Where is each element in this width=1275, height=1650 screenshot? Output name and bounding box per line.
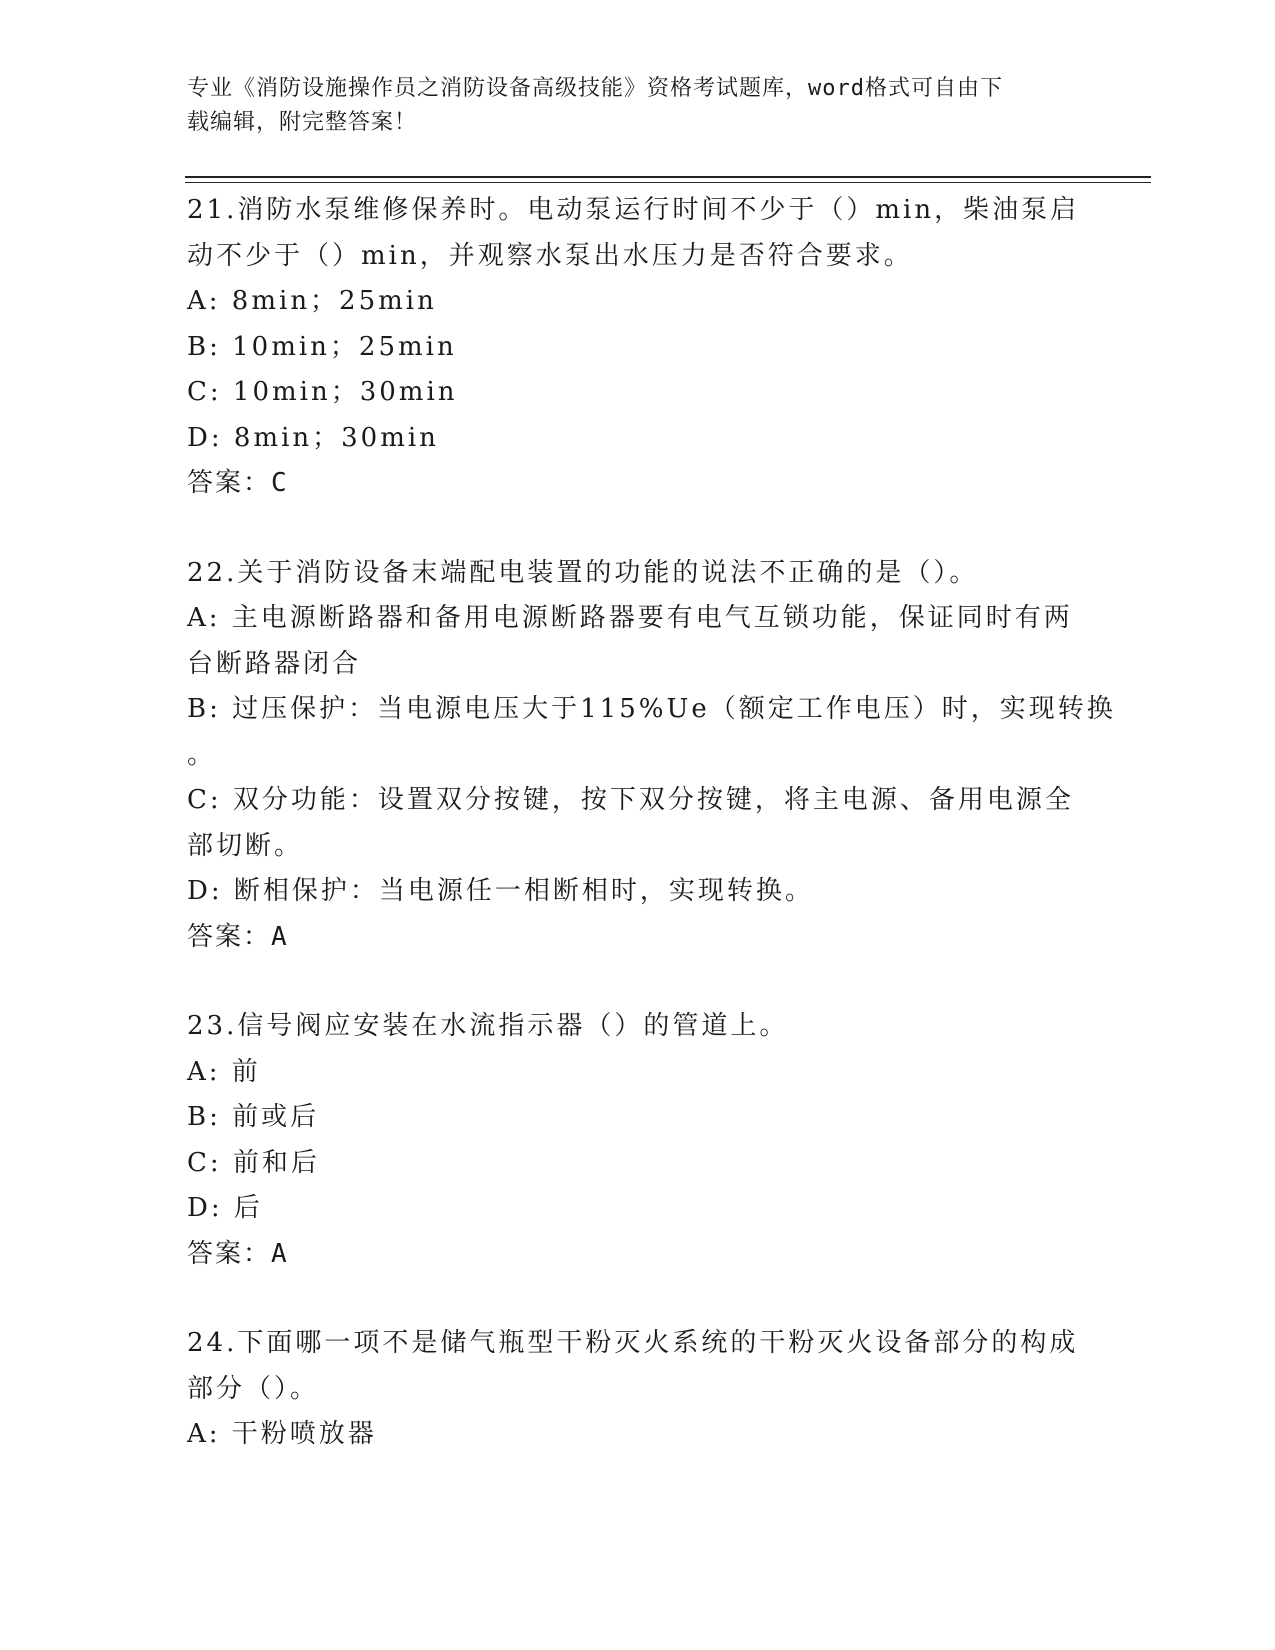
question-stem: 22.关于消防设备末端配电装置的功能的说法不正确的是（）。: [187, 557, 979, 588]
document-header: [187, 72, 1067, 140]
header-line-2: 载编辑，附完整答案！: [187, 110, 418, 135]
answer: 答案：A: [187, 921, 289, 952]
question-23: [187, 1004, 1087, 1277]
question-21: [187, 188, 1087, 507]
option-d: D: 8min；30min: [187, 422, 439, 453]
header-line-1: 专业《消防设施操作员之消防设备高级技能》资格考试题库，word格式可自由下: [187, 76, 1003, 101]
question-stem: 24.下面哪一项不是储气瓶型干粉灭火系统的干粉灭火设备部分的构成: [187, 1328, 1079, 1358]
question-spacer: [187, 1277, 1087, 1321]
answer: 答案：A: [187, 1238, 289, 1269]
option-b: B: 前或后: [187, 1102, 320, 1132]
question-list: [187, 188, 1116, 1458]
question-22: [187, 551, 1116, 961]
option-c: C: 10min；30min: [187, 377, 458, 407]
question-stem: 动不少于（）min，并观察水泵出水压力是否符合要求。: [187, 240, 913, 271]
option-c-cont: 部切断。: [187, 830, 304, 861]
option-d: D: 断相保护：当电源任一相断相时，实现转换。: [187, 876, 814, 906]
option-b: B: 10min；25min: [187, 331, 457, 362]
question-spacer: [187, 960, 1087, 1004]
option-a-cont: 台断路器闭合: [187, 648, 362, 679]
question-spacer: [187, 507, 1087, 551]
option-b-cont: 。: [187, 739, 217, 770]
option-a: A: 前: [187, 1056, 261, 1087]
option-d: D: 后: [187, 1193, 263, 1223]
question-stem: 部分（）。: [187, 1373, 320, 1404]
option-c: C: 双分功能：设置双分按键，按下双分按键，将主电源、备用电源全: [187, 785, 1074, 815]
option-a: A: 8min；25min: [187, 286, 437, 316]
answer: 答案：C: [187, 468, 289, 498]
question-24: [187, 1321, 1087, 1458]
header-divider: [185, 176, 1151, 178]
question-stem: 21.消防水泵维修保养时。电动泵运行时间不少于（）min，柴油泵启: [187, 195, 1080, 225]
question-stem: 23.信号阀应安装在水流指示器（）的管道上。: [187, 1011, 789, 1041]
option-a: A: 干粉喷放器: [187, 1419, 377, 1449]
option-a: A: 主电源断路器和备用电源断路器要有电气互锁功能，保证同时有两: [187, 603, 1073, 633]
header-divider-thin: [185, 182, 1151, 183]
option-c: C: 前和后: [187, 1147, 320, 1178]
option-b: B: 过压保护：当电源电压大于115%Ue（额定工作电压）时，实现转换: [187, 694, 1116, 724]
